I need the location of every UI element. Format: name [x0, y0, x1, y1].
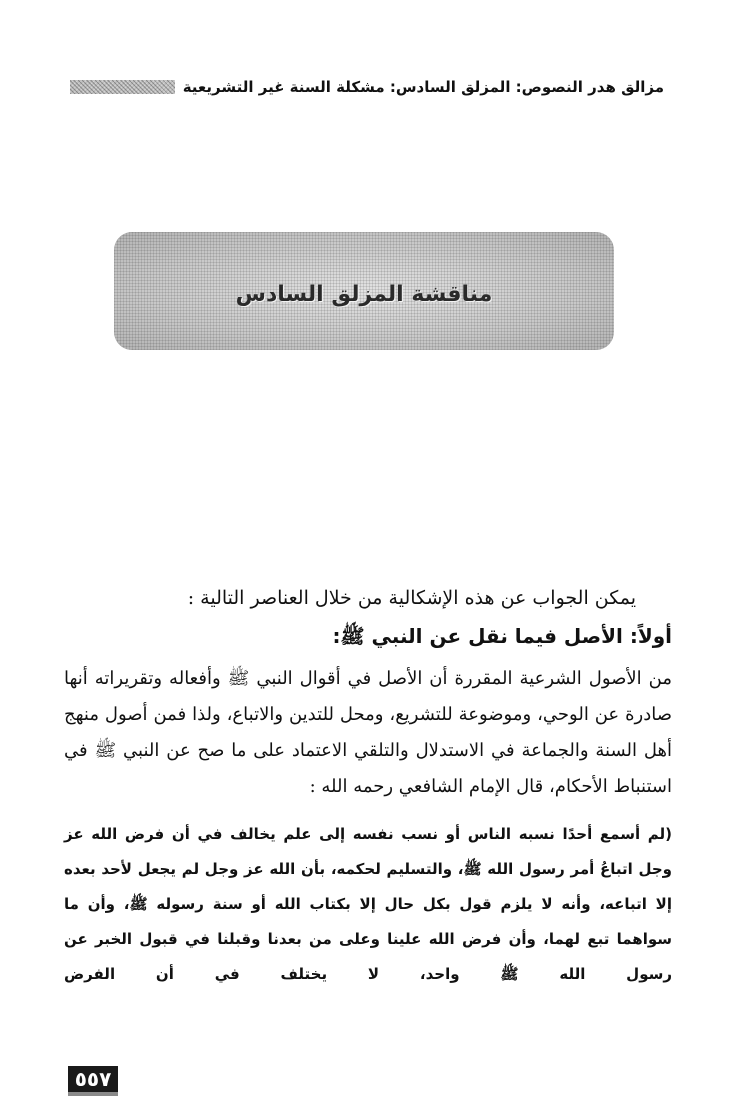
main-paragraph: من الأصول الشرعية المقررة أن الأصل في أقوال النبي ﷺ وأفعاله وتقريراته أنها صادرة عن الوحي، وموضوعة للتشريع، ومحل للتدين والاتباع، ولذا فمن أصول منهج أهل السنة والجماعة في الاستدلال والتلقي الاعتماد على ما صح عن النبي ﷺ في استنباط الأحكام، قال الإمام الشافعي رحمه الله : — [64, 668, 672, 797]
subheading: أولاً: الأصل فيما نقل عن النبي ﷺ: — [332, 624, 672, 648]
section-title-box — [114, 232, 614, 350]
section-title: مناقشة المزلق السادس — [235, 281, 493, 307]
intro-line: يمكن الجواب عن هذه الإشكالية من خلال العناصر التالية : — [187, 587, 636, 609]
page-number: ٥٥٧ — [68, 1066, 118, 1096]
shafii-quote: (لم أسمع أحدًا نسبه الناس أو نسب نفسه إلى علم يخالف في أن فرض الله عز وجل اتباعُ أمر رسول الله ﷺ، والتسليم لحكمه، بأن الله عز وجل لم يجعل لأحد بعده إلا اتباعه، وأنه لا يلزم قول بكل حال إلا بكتاب الله أو سنة رسوله ﷺ، وأن ما سواهما تبع لهما، وأن فرض الله علينا وعلى من بعدنا وقبلنا في قبول الخبر عن رسول الله ﷺ واحد، لا يختلف في أن الفرض — [64, 825, 672, 983]
body-text — [64, 582, 672, 992]
header-decorative-band — [70, 80, 175, 94]
running-title: مزالق هدر النصوص: المزلق السادس: مشكلة السنة غير التشريعية — [182, 78, 664, 96]
running-header — [70, 74, 664, 100]
